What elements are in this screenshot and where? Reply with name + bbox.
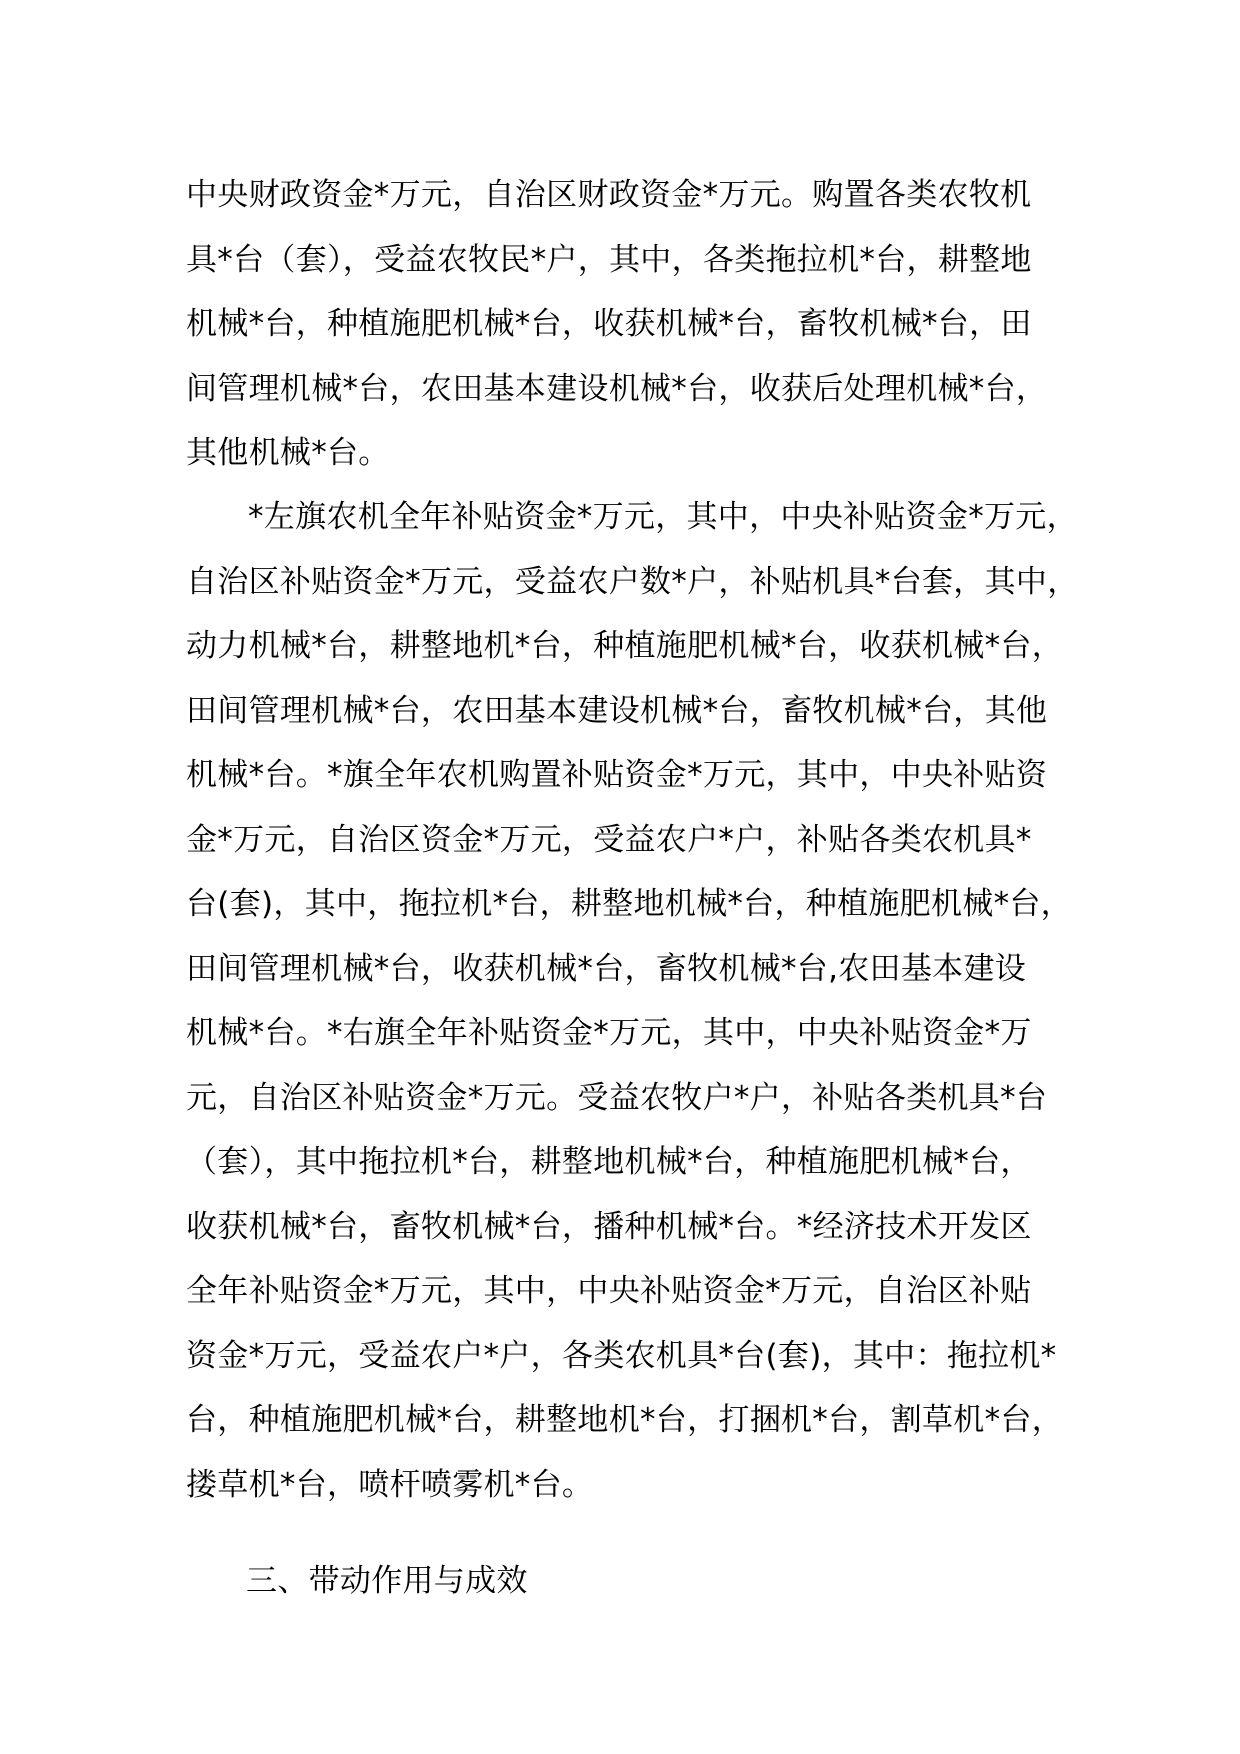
text-line: 收获机械*台，畜牧机械*台，播种机械*台。*经济技术开发区 bbox=[186, 1208, 1032, 1245]
text-line: 元，自治区补贴资金*万元。受益农牧户*户，补贴各类机具*台 bbox=[186, 1079, 1048, 1116]
text-line: 动力机械*台，耕整地机*台，种植施肥机械*台，收获机械*台， bbox=[186, 628, 1063, 664]
text-line: 资金*万元，受益农户*户，各类农机具*台(套)，其中：拖拉机* bbox=[186, 1337, 1057, 1374]
paragraph-banner-details bbox=[186, 485, 1086, 1517]
text-line: 机械*台，种植施肥机械*台，收获机械*台，畜牧机械*台，田 bbox=[186, 306, 1032, 342]
text-line: 具*台（套），受益农牧民*户，其中，各类拖拉机*台，耕整地 bbox=[186, 241, 1032, 278]
text-line: 金*万元，自治区资金*万元，受益农户*户，补贴各类农机具* bbox=[186, 821, 1032, 858]
text-line: 间管理机械*台，农田基本建设机械*台，收获后处理机械*台， bbox=[186, 370, 1048, 407]
text-line: 全年补贴资金*万元，其中，中央补贴资金*万元，自治区补贴 bbox=[186, 1273, 1032, 1309]
text-line: 田间管理机械*台，农田基本建设机械*台，畜牧机械*台，其他 bbox=[186, 692, 1048, 729]
text-line: 自治区补贴资金*万元，受益农户数*户，补贴机具*台套，其中， bbox=[186, 563, 1079, 600]
text-line: 机械*台。*右旗全年补贴资金*万元，其中，中央补贴资金*万 bbox=[186, 1015, 1032, 1051]
section-heading: 三、带动作用与成效 bbox=[246, 1563, 528, 1599]
text-line: 台，种植施肥机械*台，耕整地机*台，打捆机*台，割草机*台， bbox=[186, 1402, 1063, 1438]
text-line: 中央财政资金*万元，自治区财政资金*万元。购置各类农牧机 bbox=[186, 177, 1032, 213]
text-line: 机械*台。*旗全年农机购置补贴资金*万元，其中，中央补贴资 bbox=[186, 757, 1048, 793]
text-line: （套），其中拖拉机*台，耕整地机械*台，种植施肥机械*台， bbox=[186, 1144, 1032, 1180]
text-line: *左旗农机全年补贴资金*万元，其中，中央补贴资金*万元， bbox=[248, 499, 1078, 535]
text-line: 搂草机*台，喷杆喷雾机*台。 bbox=[186, 1466, 594, 1503]
text-line: 台(套)，其中，拖拉机*台，耕整地机械*台，种植施肥机械*台， bbox=[186, 886, 1072, 922]
text-line: 田间管理机械*台，收获机械*台，畜牧机械*台,农田基本建设 bbox=[186, 950, 1027, 987]
text-line: 其他机械*台。 bbox=[186, 435, 390, 471]
paragraph-funding-summary bbox=[186, 163, 1086, 486]
